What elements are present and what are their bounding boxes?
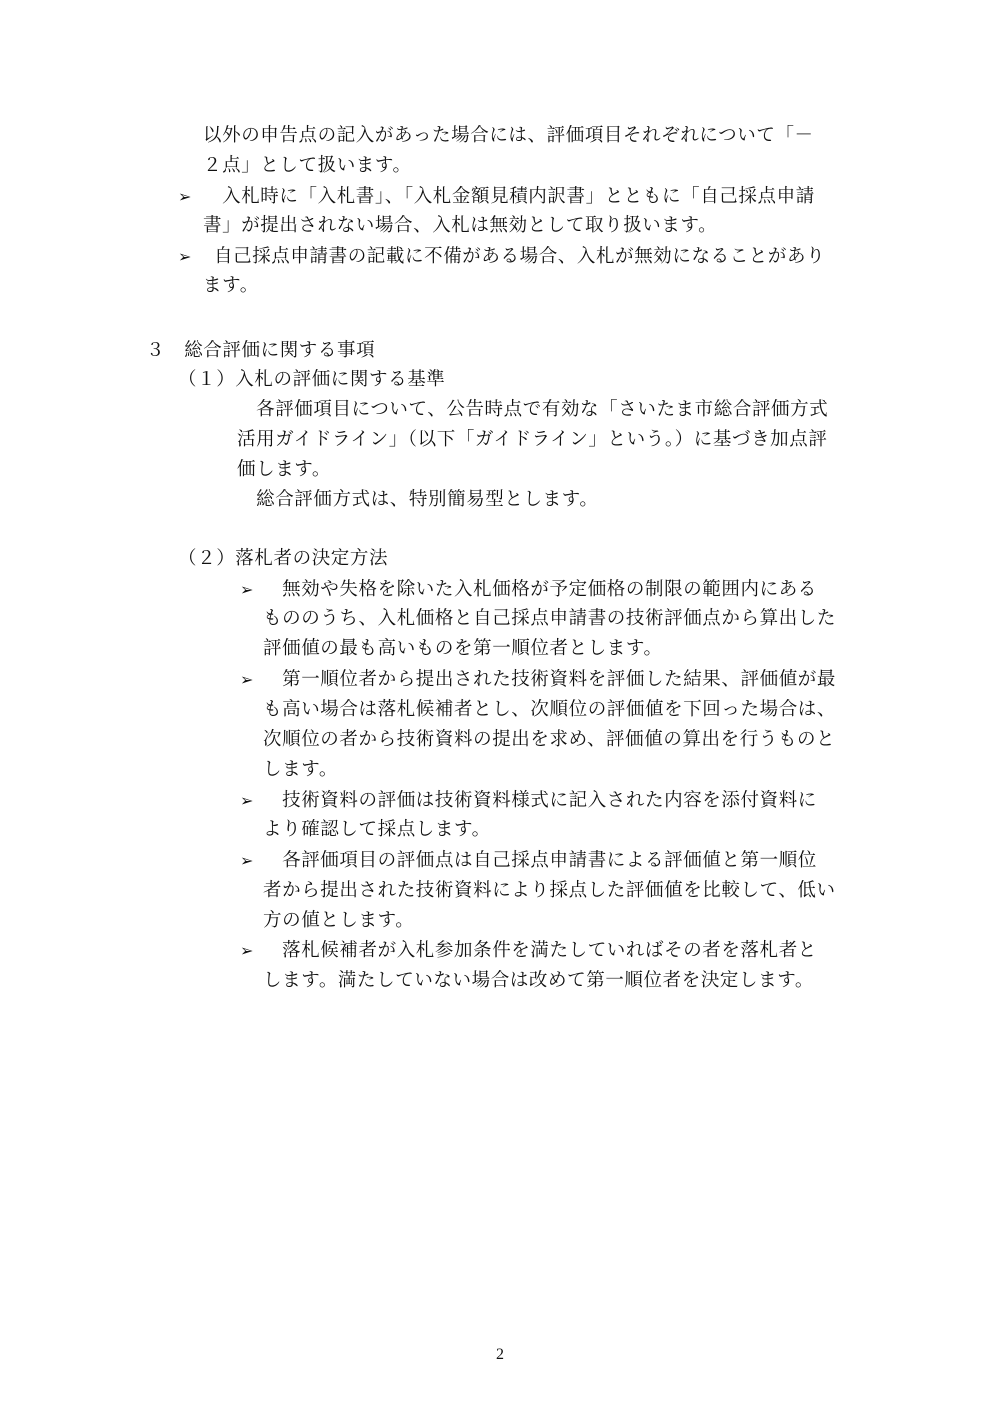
sub2-bullet-4-line-2: 者から提出された技術資料により採点した評価値を比較して、低い xyxy=(263,880,836,901)
bullet-marker-icon: ➢ xyxy=(240,791,254,810)
bullet-marker-icon: ➢ xyxy=(240,670,254,689)
subsection-2-heading: （２）落札者の決定方法 xyxy=(178,548,389,569)
bullet-top-2-line-2: ます。 xyxy=(203,275,259,296)
sub2-bullet-4-line-3: 方の値とします。 xyxy=(263,910,415,931)
intro-line-1: 以外の申告点の記入があった場合には、評価項目それぞれについて「－ xyxy=(203,125,814,146)
bullet-marker-icon: ➢ xyxy=(240,580,254,599)
page-number: 2 xyxy=(496,1346,504,1363)
sub1-paragraph-2: 総合評価方式は、特別簡易型とします。 xyxy=(237,489,599,510)
sub2-bullet-1-line-1: 無効や失格を除いた入札価格が予定価格の制限の範囲内にある xyxy=(263,579,817,600)
sub2-bullet-2-line-4: します。 xyxy=(263,759,338,780)
section-3-heading: ３ 総合評価に関する事項 xyxy=(146,340,376,361)
sub2-bullet-3-line-1: 技術資料の評価は技術資料様式に記入された内容を添付資料に xyxy=(263,790,817,811)
sub2-bullet-3-line-2: より確認して採点します。 xyxy=(263,819,491,840)
sub2-bullet-2-line-3: 次順位の者から技術資料の提出を求め、評価値の算出を行うものと xyxy=(263,729,836,750)
sub2-bullet-2-line-2: も高い場合は落札候補者とし、次順位の評価値を下回った場合は、 xyxy=(263,699,837,720)
bullet-marker-icon: ➢ xyxy=(240,941,254,960)
bullet-marker-icon: ➢ xyxy=(240,851,254,870)
intro-line-2: ２点」として扱います。 xyxy=(203,155,412,176)
sub2-bullet-1-line-2: もののうち、入札価格と自己採点申請書の技術評価点から算出した xyxy=(263,608,837,629)
bullet-top-1-line-1: 入札時に「入札書」、「入札金額見積内訳書」とともに「自己採点申請 xyxy=(203,186,815,207)
sub2-bullet-4-line-1: 各評価項目の評価点は自己採点申請書による評価値と第一順位 xyxy=(263,850,817,871)
bullet-marker-icon: ➢ xyxy=(178,187,192,206)
sub1-paragraph-line-3: 価します。 xyxy=(237,459,332,480)
sub2-bullet-5-line-1: 落札候補者が入札参加条件を満たしていればその者を落札者と xyxy=(263,940,817,961)
sub1-paragraph-line-1: 各評価項目について、公告時点で有効な「さいたま市総合評価方式 xyxy=(237,399,829,420)
bullet-top-2-line-1: 自己採点申請書の記載に不備がある場合、入札が無効になることがあり xyxy=(214,246,826,267)
bullet-marker-icon: ➢ xyxy=(178,247,192,266)
subsection-1-heading: （１）入札の評価に関する基準 xyxy=(178,369,446,390)
sub2-bullet-1-line-3: 評価値の最も高いものを第一順位者とします。 xyxy=(263,638,663,659)
sub2-bullet-2-line-1: 第一順位者から提出された技術資料を評価した結果、評価値が最 xyxy=(263,669,837,690)
sub2-bullet-5-line-2: します。満たしていない場合は改めて第一順位者を決定します。 xyxy=(263,970,814,991)
bullet-top-1-line-2: 書」が提出されない場合、入札は無効として取り扱います。 xyxy=(203,215,718,236)
sub1-paragraph-line-2: 活用ガイドライン」（以下「ガイドライン」という。）に基づき加点評 xyxy=(237,429,828,450)
